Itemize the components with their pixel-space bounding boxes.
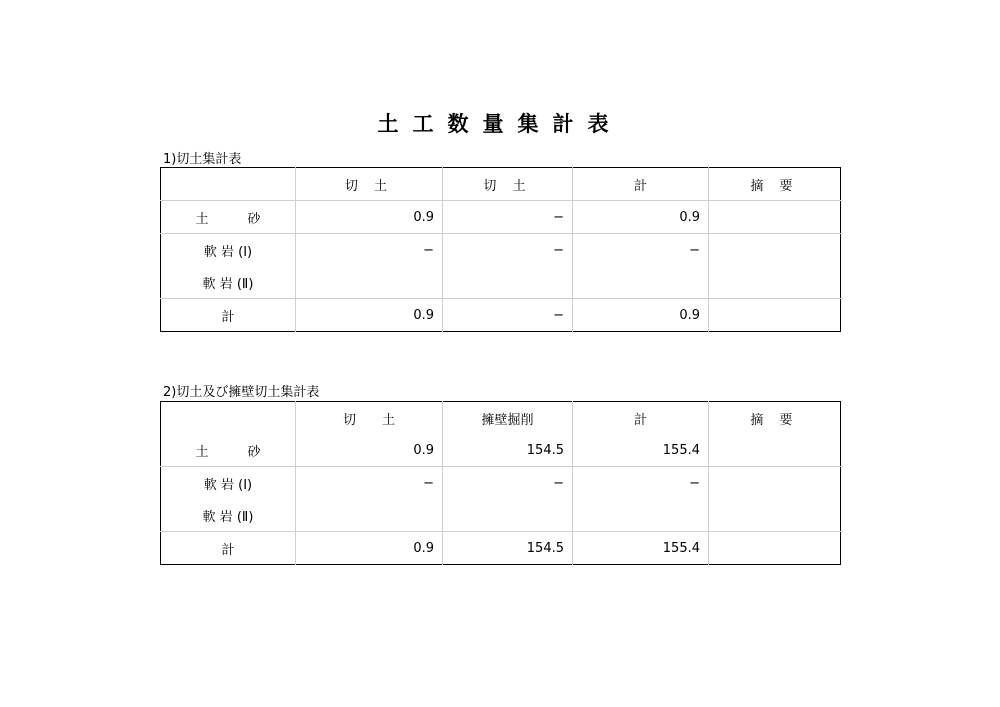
- row-label: 計: [161, 532, 296, 565]
- row-label: 土 砂: [195, 444, 261, 460]
- cell-value: [573, 266, 709, 299]
- table-row-total: [161, 532, 841, 565]
- cell-value: −: [443, 299, 573, 332]
- cell-value: 155.4: [573, 532, 709, 565]
- cell-value: [443, 266, 573, 299]
- cell-note: [709, 266, 841, 299]
- cell-note: [709, 467, 841, 500]
- header-cell: 切 土: [296, 402, 443, 435]
- cell-value: 155.4: [573, 434, 709, 467]
- cell-note: [709, 234, 841, 267]
- cell-value: −: [573, 467, 709, 500]
- header-cell: 計: [573, 402, 709, 435]
- table-row: [161, 234, 841, 267]
- header-cell: [161, 168, 296, 201]
- section1-label: 1)切土集計表: [163, 152, 242, 167]
- page-title: 土工数量集計表: [377, 112, 623, 136]
- row-label: 計: [161, 299, 296, 332]
- cell-note: [709, 434, 841, 467]
- cell-value: 154.5: [443, 434, 573, 467]
- header-cell: 計: [573, 168, 709, 201]
- cell-value: [443, 499, 573, 532]
- cell-note: [709, 532, 841, 565]
- cell-value: 0.9: [296, 201, 443, 234]
- table-header-row: [161, 168, 841, 201]
- cell-value: −: [573, 234, 709, 267]
- cell-value: 0.9: [573, 201, 709, 234]
- row-label: 軟 岩 (Ⅱ): [202, 276, 254, 292]
- table-row: [161, 434, 841, 467]
- row-label: 軟 岩 (Ⅰ): [161, 467, 296, 500]
- header-cell: 擁壁掘削: [443, 402, 573, 435]
- cell-value: −: [443, 201, 573, 234]
- table-row: [161, 499, 841, 532]
- section1-table: [160, 167, 841, 332]
- header-cell: 摘 要: [709, 168, 841, 201]
- cell-value: 0.9: [296, 532, 443, 565]
- cell-value: [573, 499, 709, 532]
- row-label: 軟 岩 (Ⅰ): [161, 234, 296, 267]
- section2-table: [160, 401, 841, 565]
- cell-value: 0.9: [573, 299, 709, 332]
- cell-value: [296, 499, 443, 532]
- cell-value: 154.5: [443, 532, 573, 565]
- cell-value: −: [296, 234, 443, 267]
- cell-value: −: [296, 467, 443, 500]
- table-row-total: [161, 299, 841, 332]
- cell-note: [709, 499, 841, 532]
- header-cell: 切 土: [296, 168, 443, 201]
- table-row: [161, 266, 841, 299]
- header-cell: 摘 要: [709, 402, 841, 435]
- cell-note: [709, 201, 841, 234]
- cell-note: [709, 299, 841, 332]
- section2-label: 2)切土及び擁壁切土集計表: [163, 385, 320, 400]
- row-label: 土 砂: [161, 201, 296, 234]
- row-label: 軟 岩 (Ⅱ): [202, 509, 254, 525]
- table-row: [161, 467, 841, 500]
- table-row: [161, 201, 841, 234]
- cell-value: 0.9: [296, 434, 443, 467]
- cell-value: [296, 266, 443, 299]
- header-cell: 切 土: [443, 168, 573, 201]
- header-cell: [161, 402, 296, 435]
- cell-value: −: [443, 467, 573, 500]
- cell-value: −: [443, 234, 573, 267]
- table-header-row: [161, 402, 841, 435]
- cell-value: 0.9: [296, 299, 443, 332]
